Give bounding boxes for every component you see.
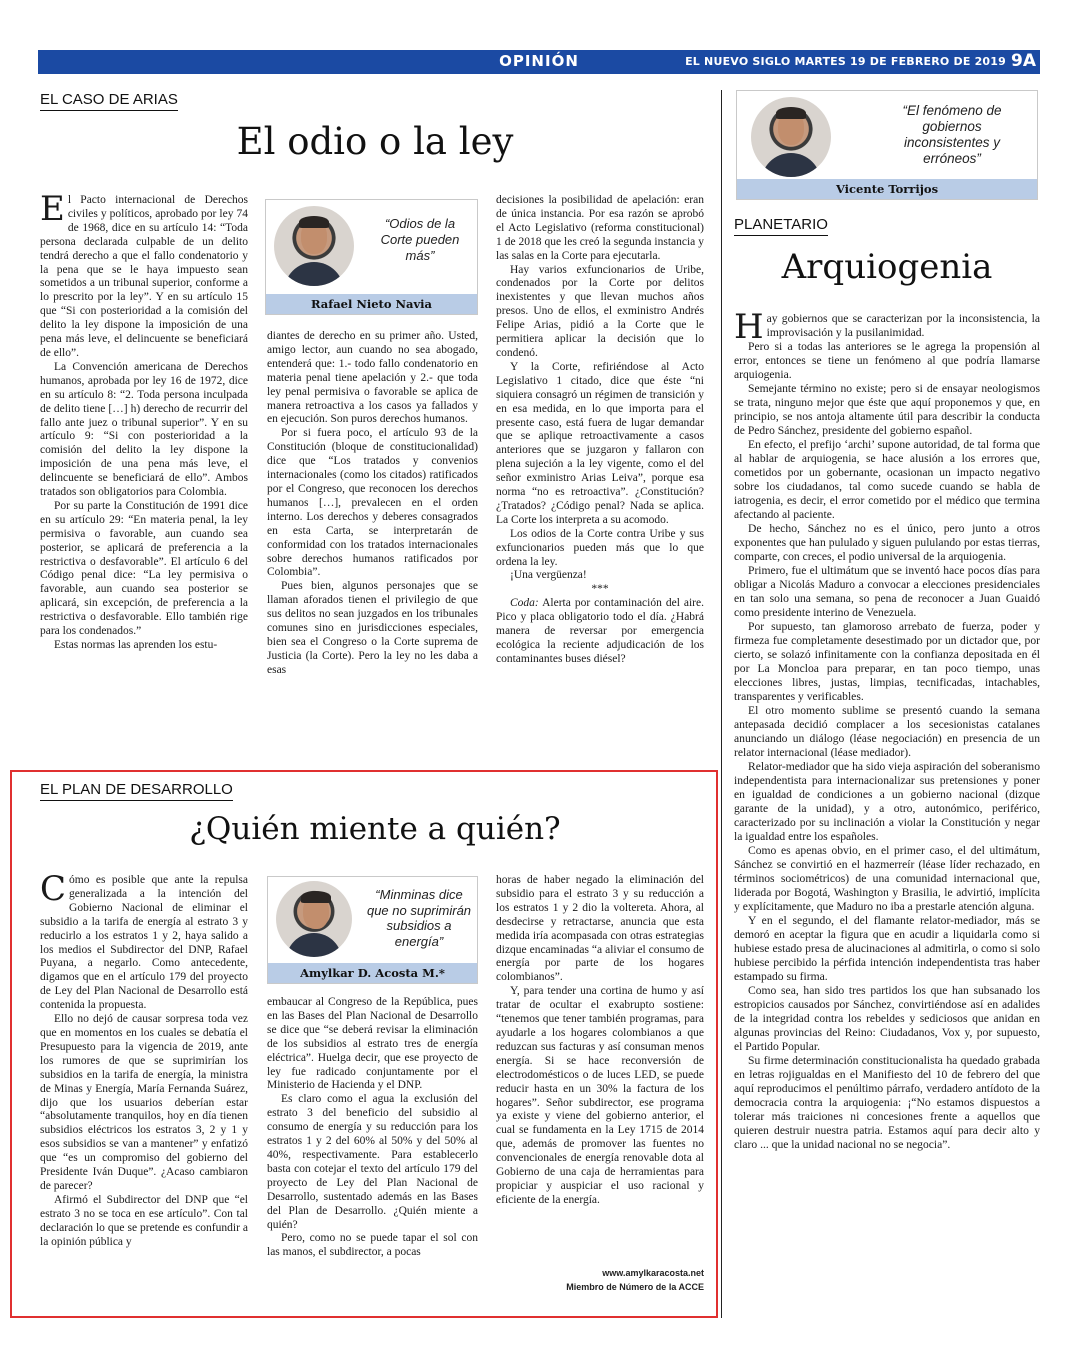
article1-paragraph: Estas normas las aprenden los estu- — [54, 639, 218, 651]
article3-paragraph: Y en el segundo, el del flamante relator-mediador, más se demoró en aceptar la figura que en acudir a liquidarla como si hubiese estado presa de alucinaciones al admitirla, o como si solo hubiese percibido la pérfida intención independentista tras haber estampado su firma. — [734, 914, 1040, 983]
author-photo — [274, 206, 354, 286]
article1-paragraph: Por si fuera poco, el artículo 93 de la Constitución (bloque de constitucionalidad) dice que “Los tratados y convenios internacionales (como los citados) ratificados por el Congreso, que reconocen los derechos humanos […], prevalecen en el orden interno. Los derechos y deberes consagrados en esta Carta, se interpretarán de conformidad con los tratados internacionales sobre derechos humanos ratificados por Colombia”. — [267, 427, 478, 579]
article2-paragraph: Ello no dejó de causar sorpresa toda vez que en momentos en los cuales se debatía el Presupuesto para la vigencia de 2019, ante los rumores de que se suprimirían los subsidios en la tarifa de energía, la ministra de Minas y Energía, María Fernanda Suárez, dijo que los usuarios deberían estar “absolutamente tranquilos, hoy en día tienen subsidios eléctricos los estratos 3, 2 y 1 y esos subsidios se van a mantener” y enfatizó que “es un compromiso del gobierno del Presidente Iván Duque”. ¿Acaso cambiaron de parecer? — [40, 1013, 248, 1192]
article1-headline: El odio o la ley — [236, 120, 514, 163]
article2-author-box — [267, 876, 478, 984]
article2-paragraph: horas de haber negado la eliminación del subsidio para el estrato 3 y su reducción a los estratos 1 y 2 dio la voltereta. Ahora, al desdecirse y retractarse, anuncia que esta medida iría acompasada con otras estrategias dizque encaminadas “a aliviar el consumo de energía por parte de los hogares colombianos”. — [496, 874, 704, 984]
article3-paragraph: Como sea, han sido tres partidos los que han subsanado los estropicios causados por Sánchez, convirtiéndose así en adalides de la integridad contra los rebeldes y sediciosos que anidan en algunas provincias del Reino: Ciudadanos, Vox y, por supuesto, el Partido Popular. — [734, 984, 1040, 1053]
pull-quote: “Minminas dice que no suprimirán subsidios a energía” — [366, 887, 472, 949]
article3-paragraph: Pero si a todas las anteriores se le agrega la propensión al error, entonces se tiene un fenómeno al que podría llamarse arquiogenia. — [734, 340, 1040, 381]
article1-paragraph: Por su parte la Constitución de 1991 dice en su artículo 29: “En materia penal, la ley permisiva o favorable, aun cuando sea posterior, se aplicará de preferencia a la restrictiva o desfavorable”. El artículo 6 del Código penal dice: “La ley permisiva o favorable, aun cuando sea posterior se aplicará, sin excepción, de preferencia a la restrictiva o desfavorable. Ello también rige para los condenados.” — [40, 499, 248, 638]
article1-paragraph: Hay varios exfuncionarios de Uribe, condenados por la Corte por delitos inexistentes y que llevan muchos años presos. Uno de ellos, el exministro Andrés Felipe Arias, pidió a la Corte que le permitiera aplicar la decisión que lo condenó. — [496, 263, 704, 359]
article1-paragraph: Pues bien, algunos personajes que se llaman aforados tienen el privilegio de que sus delitos no sean juzgados en los tribunales comunes sino en jurisdicciones especiales, bien sea el Congreso o la Corte suprema de Justicia (la Corte). Pero la ley no les daba a esas — [267, 580, 478, 676]
article1-paragraph: decisiones la posibilidad de apelación: eran de única instancia. Por esa razón se aprobó el Acto Legislativo (reforma constitucional) 1 de 2018 que les creó la segunda instancia y las salas en la Corte para ejecutarla. — [496, 194, 704, 262]
section-header-bar — [38, 50, 1040, 74]
article1-paragraph: Los odios de la Corte contra Uribe y sus exfuncionarios pueden más que lo que ordena la ley. — [496, 527, 704, 568]
article1-column-2 — [267, 330, 478, 678]
article3-paragraph: Hay gobiernos que se caracterizan por la inconsistencia, la improvisación y la pusilanimidad. — [734, 307, 1040, 347]
article3-paragraph: Como es apenas obvio, en el primer caso, el del ultimátum, Sánchez se convirtió en el hazmerreír (léase líder rechazado, en términos sociométricos) de una comunidad internacional que, liderada por Bogotá, Washington y Brasilia, le advirtió, implícita y explícitamente, que Maduro no iba a prestarle atención alguna. — [734, 844, 1040, 913]
article3-paragraph: Relator-mediador que ha sido vieja aspiración del soberanismo independentista para internacionalizar sus pretensiones y poner en igualdad de condiciones a un gobierno nacional (dizque garante de la unidad), y a otro, autonómico, periférico, caracterizado por su inclinación a violar la Constitución y negar la igualdad entre los españoles. — [734, 760, 1040, 843]
article3-paragraph: Semejante término no existe; pero si de ensayar neologismos se trata, ninguno mejor que éste que aquí proponemos y que, en principio, se nos antoja altamente útil para describir la conducta de Pedro Sánchez, presidente del gobierno español. — [734, 382, 1040, 437]
article1-paragraph: El Pacto internacional de Derechos civiles y políticos, aprobado por ley 74 de 1968, dice en su artículo 14: “Toda persona declarada culpable de un delito tendrá derecho a que el fallo condenatorio y la pena que se le haya impuesto sean sometidos a un tribunal superior, conforme a lo prescrito por la ley”. Y en su artículo 15 que “Si con posterioridad a la comisión del delito la ley dispone la imposición de una pena más leve, el delincuente se beneficiará de ello”. — [40, 189, 248, 359]
article2-column-2 — [267, 996, 478, 1260]
page-number: 9A — [1011, 51, 1036, 71]
author-name: Amylkar D. Acosta M.* — [268, 963, 477, 983]
article2-headline: ¿Quién miente a quién? — [189, 811, 561, 847]
column-divider — [721, 90, 722, 1318]
article2-paragraph: Afirmó el Subdirector del DNP que “el estrato 3 no se toca en ese artículo”. Con tal declaración lo que se pretende es confundir a la opinión pública y — [40, 1193, 248, 1248]
article3-paragraph: De hecho, Sánchez no es el único, pero junto a otros exponentes que han pululado y siguen pululando por estas tierras, comparte, con creces, el podio universal de la arquiogenia. — [734, 522, 1040, 563]
author-photo — [751, 97, 831, 177]
pull-quote: “Odios de la Corte pueden más” — [380, 216, 460, 263]
dropcap: H — [734, 307, 764, 347]
article2-column-1 — [40, 869, 248, 1249]
dropcap: E — [40, 189, 65, 229]
article1-coda: Coda: Alerta por contaminación del aire. Pico y placa obligatorio todo el día. ¿Habrá manera de reversar por emergencia ecológica la reciente adjudicación de los contaminantes buses diésel? — [496, 597, 704, 665]
author-name: Vicente Torrijos — [737, 179, 1037, 199]
author-photo — [276, 881, 352, 957]
article1-author-box — [265, 199, 478, 315]
separator-stars: *** — [591, 583, 609, 596]
article2-column-3 — [496, 874, 704, 1208]
article3-paragraph: El otro momento sublime se presentó cuando la semana antepasada decidió complacer a los secesionistas catalanes anunciando un diálogo (léase negociación) en presencia de un relator internacional (léase mediador). — [734, 704, 1040, 759]
article1-kicker: EL CASO DE ARIAS — [40, 91, 178, 111]
article1-paragraph: Y la Corte, refiriéndose al Acto Legislativo 1 citado, dice que éste “ni siquiera consagró un régimen de transición y en esa medida, en lo que importa para el presente caso, está fuera de lugar demandar que se aplique retroactivamente a casos anteriores que se juzgaron y fallaron con plena sujeción a la ley vigente, como el del señor exministro Arias Leiva”, porque esa norma “no es retroactiva”. ¿Constitución? ¿Tratados? ¿Código penal? Nada se aplica. La Corte los interpreta a su acomodo. — [496, 360, 704, 526]
author-affiliation: Miembro de Número de la ACCE — [566, 1282, 704, 1292]
article2-paragraph: Pero, como no se puede tapar el sol con las manos, el subdirector, a pocas — [267, 1232, 478, 1259]
pull-quote: “El fenómeno de gobiernos inconsistentes y erróneos” — [902, 103, 1002, 166]
article3-headline: Arquiogenia — [781, 247, 993, 287]
section-name: OPINIÓN — [499, 52, 579, 70]
article2-paragraph: Es claro como el agua la exclusión del estrato 3 del beneficio del subsidio al consumo de energía y su reducción para los estratos 1 y 2 del 60% al 50% y del 50% al 40%, respectivamente. Para establecerlo basta con cotejar el texto del artículo 179 del proyecto de Ley del Plan Nacional de Desarrollo, sustentado además en las Bases del Plan de Desarrollo. ¿Quién miente a quién? — [267, 1093, 478, 1231]
article1-column-1 — [40, 189, 248, 653]
masthead-date: EL NUEVO SIGLO MARTES 19 DE FEBRERO DE 2019 — [685, 55, 1006, 68]
article1-paragraph: diantes de derecho en su primer año. Usted, amigo lector, aun cuando no sea abogado, entenderá que: 1.- todo fallo condenatorio en materia penal tiene apelación y 2.- que toda ley penal permisiva o favorable se aplica de manera retroactiva a los casos ya fallados y en ejecución. Son puros derechos humanos. — [267, 330, 478, 426]
article1-column-3 — [496, 194, 704, 667]
dropcap: C — [40, 869, 67, 909]
article1-paragraph: ¡Una vergüenza! — [510, 569, 587, 582]
author-name: Rafael Nieto Navia — [266, 294, 477, 314]
article3-paragraph: Primero, fue el ultimátum que se inventó hace pocos días para obligar a Nicolás Maduro a convocar a elecciones presidenciales en tan solo una semana, so pena de reconocer a Juan Guaidó como presidente interino de Venezuela. — [734, 564, 1040, 619]
article3-paragraph: En efecto, el prefijo ‘archi’ supone autoridad, de tal forma que al hablar de arquiogenia, se hace alusión a los errores que, cometidos por un gobernante, ocasionan un impacto negativo sobre los ciudadanos, tal como sucede cuando se habla de iatrogenia, es decir, el error cometido por el médico que termina afectando al paciente. — [734, 438, 1040, 521]
article2-paragraph: Cómo es posible que ante la repulsa generalizada a la intención del Gobierno Nacional de eliminar el subsidio a la tarifa de energía al estrato 3 y reducirlo a los estratos 1 y 2, haya salido a los medios el Subdirector del DNP, Rafael Puyana, a negarlo. Como antecedente, digamos que en el artículo 179 del proyecto de Ley del Plan Nacional de Desarrollo está contenida la propuesta. — [40, 869, 248, 1012]
article2-kicker: EL PLAN DE DESARROLLO — [40, 781, 233, 801]
article3-kicker: PLANETARIO — [734, 216, 828, 236]
article3-paragraph: Su firme determinación constitucionalista ha quedado grabada en letras rojigualdas en el Manifiesto del 10 de febrero del que aquí reproducimos el penúltimo párrafo, verdadero antídoto de la democracia contra la arquiogenia: ¡“No estamos dispuestos a tolerar más traiciones ni concesiones frente a aquellos que quieren destruir nuestra patria. Estamos aquí para decir alto y claro ... que la unidad nacional no se negocia”. — [734, 1054, 1040, 1151]
author-website: www.amylkaracosta.net — [602, 1268, 704, 1278]
article2-paragraph: embaucar al Congreso de la República, pues en las Bases del Plan Nacional de Desarrollo se dice que “se deberá revisar la eliminación de los subsidios al estrato tres de energía eléctrica”. Huelga decir, que ese proyecto de ley fue radicado conjuntamente por el Ministerio de Hacienda y el DNP. — [267, 996, 478, 1092]
article3-paragraph: Por supuesto, tan glamoroso arrebato de fuerza, poder y firmeza fue completamente desestimado por un dictador que, por cierto, se solazó infinitamente con la confianza depositada en él por La Moncloa para preparar, en tan poco tiempo, unas elecciones libres, justas, limpias, tecnificadas, intachables, transparentes y verificables. — [734, 620, 1040, 703]
article3-column — [734, 307, 1040, 1152]
article1-paragraph: La Convención americana de Derechos humanos, aprobada por ley 16 de 1972, dice en su artículo 8: “2. Toda persona inculpada de delito tiene […] h) derecho de recurrir del fallo ante juez o tribunal superior”. Y en su artículo 9: “Si con posterioridad a la comisión del delito la ley dispone la imposición de una pena más leve, el delincuente se beneficiará de ello”. Ambos tratados son obligatorios para Colombia. — [40, 360, 248, 499]
article3-author-box — [736, 90, 1038, 200]
article2-paragraph: Y, para tender una cortina de humo y así tratar de ocultar el exabrupto sostiene: “tenemos que tener también programas, para ayudarle a los hogares colombianos a que reduzcan sus facturas y así consuman menos energía. Si se hace reconversión de electrodomésticos o de luces LED, se puede reducir hasta en un 30% la factura de los hogares”. Señor subdirector, ese programa ya existe y viene del gobierno anterior, el cual se fundamenta en la Ley 1715 de 2014 que, además de promover las fuentes no convencionales de energía renovable dota al Gobierno de una caja de herramientas para propiciar y auspiciar el uso racional y eficiente de la energía. — [496, 985, 704, 1206]
